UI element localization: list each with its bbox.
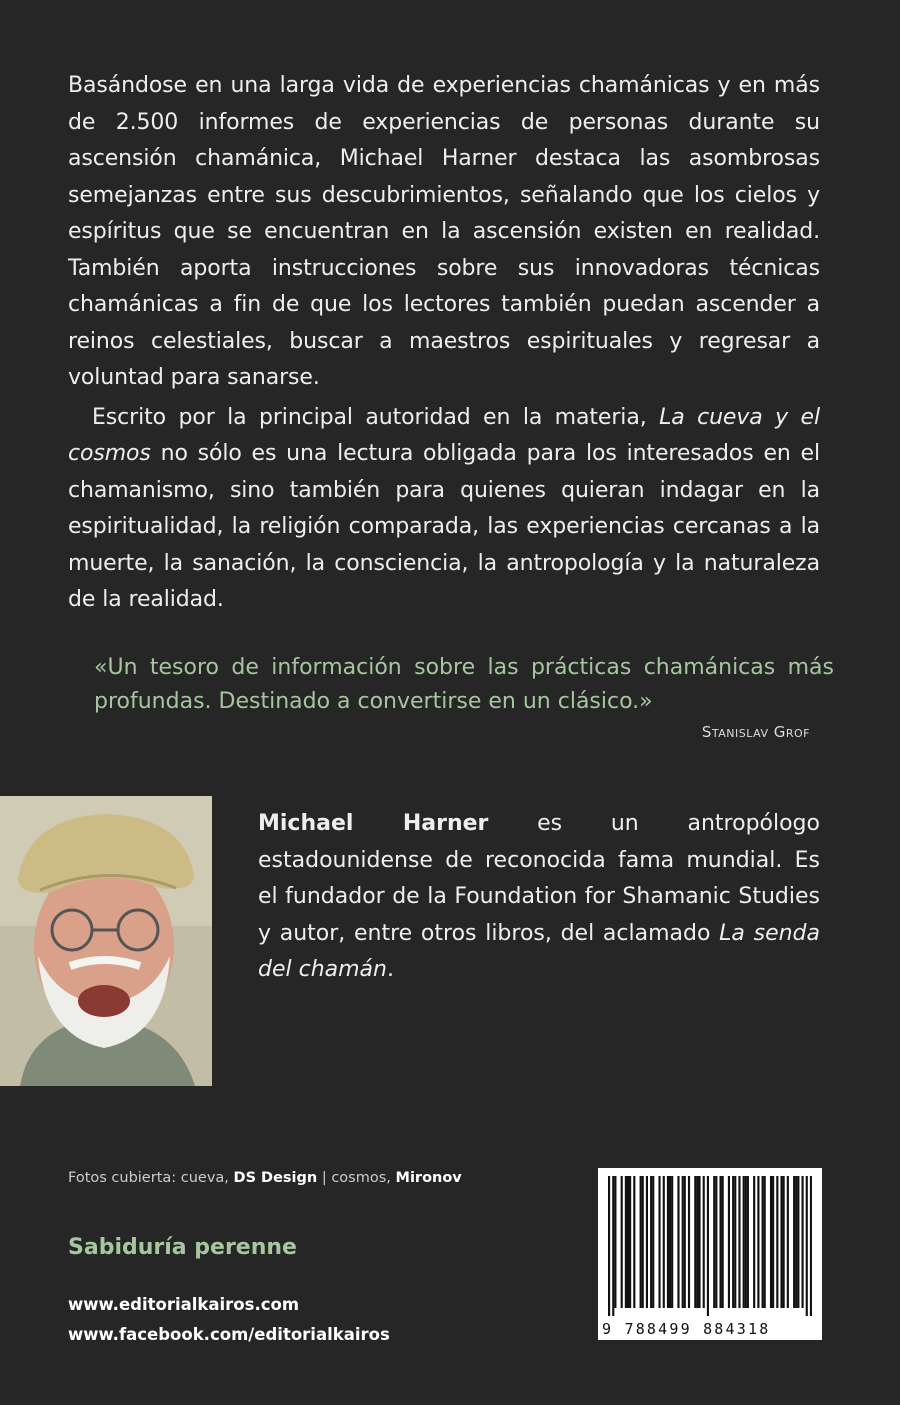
website-link[interactable]: www.editorialkairos.com <box>68 1295 300 1314</box>
barcode-bar <box>696 1176 698 1308</box>
barcode-bar <box>688 1176 690 1308</box>
barcode-bar <box>795 1176 797 1308</box>
blurb-paragraph-1: Basándose en una larga vida de experiencias chamánicas y en más de 2.500 informes de experiencias de personas durante su ascensión chamánica, Michael Harner destaca las asombrosas semejanzas entre sus descubrimientos, señalando que los cielos y espíritus que se encuentran en la ascensión existen en realidad. También aporta instrucciones sobre sus innovadoras técnicas chamánicas a fin de que los lectores también puedan ascender a reinos celestiales, buscar a maestros espirituales y regresar a voluntad para sanarse. <box>68 73 820 390</box>
barcode-bar <box>764 1176 766 1308</box>
barcode-bar <box>614 1176 616 1308</box>
barcode-bar <box>719 1176 721 1308</box>
barcode-bar <box>677 1176 679 1308</box>
barcode-bar <box>734 1176 736 1308</box>
barcode-bar <box>745 1176 747 1308</box>
barcode-bar <box>667 1176 669 1308</box>
barcode-bar <box>642 1176 644 1308</box>
author-portrait-image <box>0 796 212 1086</box>
barcode-bar <box>669 1176 671 1308</box>
barcode-bar <box>652 1176 654 1308</box>
barcode-bar <box>640 1176 642 1308</box>
barcode-bar <box>757 1176 759 1308</box>
author-bio: Michael Harner es un antropólogo estadounidense de reconocida fama mundial. Es el fundador de la Foundation for Shamanic Studies y autor, entre otros libros, del aclamado La senda del chamán. <box>258 811 820 982</box>
author-name: Michael Harner <box>258 811 489 836</box>
barcode-bar <box>707 1176 709 1316</box>
author-book-title: La senda del chamán <box>258 920 820 982</box>
barcode-bar <box>650 1176 652 1308</box>
barcode-bar <box>753 1176 755 1308</box>
blurb-paragraph-2: Escrito por la principal autoridad en la materia, La cueva y el cosmos no sólo es una lectura obligada para los interesados en el chamanismo, sino también para quienes quieran indagar en la espiritualidad, la religión comparada, las experiencias cercanas a la muerte, la sanación, la consciencia, la antropología y la naturaleza de la realidad. <box>68 404 820 612</box>
barcode-bar <box>780 1176 782 1308</box>
barcode-bar <box>747 1176 749 1308</box>
barcode-bar <box>797 1176 799 1308</box>
barcode-bar <box>732 1176 734 1308</box>
barcode-bar <box>722 1176 724 1308</box>
barcode-bar <box>658 1176 660 1308</box>
barcode-bar <box>728 1176 730 1308</box>
barcode-bar <box>633 1176 635 1308</box>
barcode-bar <box>646 1176 648 1308</box>
barcode-bar <box>776 1176 778 1308</box>
barcode-bar <box>629 1176 631 1308</box>
barcode-bar <box>671 1176 673 1308</box>
barcode-bar <box>694 1176 696 1308</box>
barcode-bar <box>627 1176 629 1308</box>
barcode-bar <box>738 1176 740 1308</box>
facebook-link[interactable]: www.facebook.com/editorialkairos <box>68 1325 390 1344</box>
barcode-bar <box>621 1176 623 1308</box>
barcode-bar <box>810 1176 812 1316</box>
barcode-bar <box>801 1176 803 1308</box>
collection-name: Sabiduría perenne <box>68 1235 297 1260</box>
photo-credits: Fotos cubierta: cueva, DS Design | cosmos, Mironov <box>68 1170 462 1186</box>
author-photo <box>0 796 212 1086</box>
barcode-bar <box>762 1176 764 1308</box>
barcode-bar <box>684 1176 686 1308</box>
barcode-bar <box>703 1176 705 1308</box>
barcode-bar <box>625 1176 627 1308</box>
barcode-bar <box>715 1176 717 1308</box>
barcode-bar <box>793 1176 795 1308</box>
book-title: La cueva y el cosmos <box>68 404 820 466</box>
barcode-bar <box>713 1176 715 1308</box>
barcode-bar <box>772 1176 774 1308</box>
barcode-bar <box>698 1176 700 1308</box>
endorsement-quote: «Un tesoro de información sobre las prácticas chamánicas más profundas. Destinado a convertirse en un clásico.» <box>94 655 834 714</box>
barcode-bar <box>787 1176 789 1308</box>
quote-author: Stanislav Grof <box>701 723 810 741</box>
barcode-bars <box>608 1176 812 1316</box>
barcode-bar <box>743 1176 745 1308</box>
barcode-bar <box>612 1176 614 1316</box>
barcode-bar <box>783 1176 785 1308</box>
book-blurb <box>68 68 820 619</box>
barcode-bar <box>682 1176 684 1308</box>
isbn-barcode <box>598 1168 822 1340</box>
barcode-bar <box>770 1176 772 1308</box>
barcode-bar <box>663 1176 665 1308</box>
barcode-bar <box>608 1176 610 1316</box>
isbn-number: 9 788499 884318 <box>602 1320 771 1338</box>
barcode-bar <box>806 1176 808 1316</box>
